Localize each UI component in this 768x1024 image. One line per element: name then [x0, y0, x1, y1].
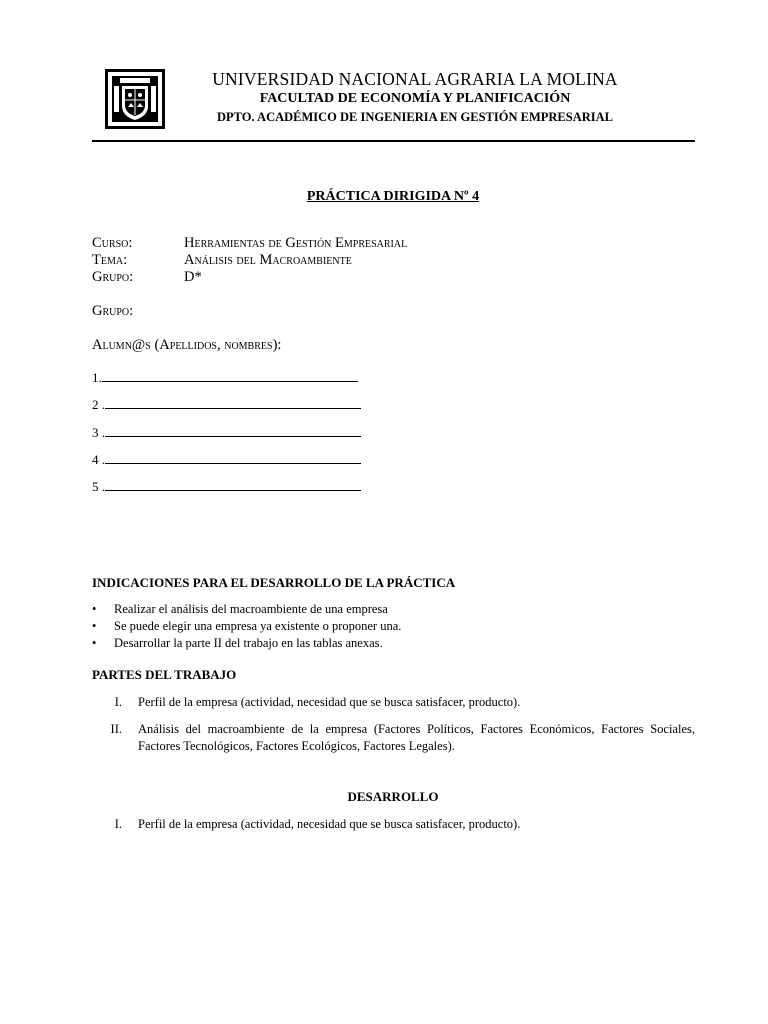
list-item-text: Realizar el análisis del macroambiente de una empresa: [114, 602, 388, 616]
grupo-value: D*: [184, 269, 202, 285]
list-item-text: Desarrollar la parte II del trabajo en las tablas anexas.: [114, 636, 383, 650]
university-name: UNIVERSIDAD NACIONAL AGRARIA LA MOLINA: [212, 69, 618, 89]
student-blank[interactable]: [105, 424, 361, 437]
indicaciones-list: [92, 601, 401, 652]
bullet-icon: •: [92, 619, 97, 633]
parte-item-1: [92, 694, 695, 711]
student-line-number: 4 .: [92, 452, 105, 467]
faculty-name: FACULTAD DE ECONOMÍA Y PLANIFICACIÓN: [259, 91, 571, 106]
bullet-icon: •: [92, 636, 97, 650]
student-blank[interactable]: [105, 478, 361, 491]
student-line-number: 2 .: [92, 397, 105, 412]
tema-value: Análisis del Macroambiente: [184, 252, 352, 268]
tema-label: Tema:: [92, 252, 128, 268]
list-item: [92, 618, 401, 635]
student-line-number: 3 .: [92, 425, 105, 440]
student-line-number: 5 .: [92, 479, 105, 494]
bullet-icon: •: [92, 602, 97, 616]
curso-value: Herramientas de Gestión Empresarial: [184, 235, 408, 251]
student-blank[interactable]: [102, 369, 358, 382]
partes-title: PARTES DEL TRABAJO: [92, 667, 237, 682]
grupo-field-label: Grupo:: [92, 303, 134, 319]
department-name: DPTO. ACADÉMICO DE INGENIERIA EN GESTIÓN EMPRESARIAL: [216, 110, 613, 124]
institution-header: [175, 68, 655, 126]
parte-number: II.: [110, 722, 122, 736]
list-item: [92, 601, 401, 618]
desarrollo-number: I.: [114, 817, 122, 831]
list-item-text: Se puede elegir una empresa ya existente o proponer una.: [114, 619, 402, 633]
desarrollo-title: DESARROLLO: [347, 789, 439, 804]
desarrollo-text: Perfil de la empresa (actividad, necesidad que se busca satisfacer, producto).: [138, 817, 521, 831]
header-divider: [92, 140, 695, 142]
student-line-5[interactable]: [92, 478, 361, 495]
parte-number: I.: [114, 695, 122, 709]
grupo-label: Grupo:: [92, 269, 134, 285]
list-item: [92, 635, 401, 652]
curso-label: Curso:: [92, 235, 133, 251]
parte-text: Análisis del macroambiente de la empresa (Factores Políticos, Factores Económicos, Factores Sociales, Factores Tecnológicos, Factores Ecológicos, Factores Legales).: [138, 722, 695, 753]
student-line-1[interactable]: [92, 369, 358, 386]
student-line-4[interactable]: [92, 451, 361, 468]
student-line-2[interactable]: [92, 396, 361, 413]
university-seal-logo: [104, 68, 166, 130]
alumnos-label: Alumn@s (Apellidos, nombres):: [92, 337, 282, 353]
desarrollo-item-1: [92, 816, 695, 833]
student-line-3[interactable]: [92, 424, 361, 441]
parte-text: Perfil de la empresa (actividad, necesidad que se busca satisfacer, producto).: [138, 695, 521, 709]
student-blank[interactable]: [105, 451, 361, 464]
parte-item-2: [92, 721, 695, 755]
student-blank[interactable]: [105, 396, 361, 409]
indicaciones-title: INDICACIONES PARA EL DESARROLLO DE LA PRÁCTICA: [92, 575, 456, 590]
document-title: PRÁCTICA DIRIGIDA Nº 4: [306, 189, 480, 204]
student-line-number: 1.: [92, 370, 102, 385]
